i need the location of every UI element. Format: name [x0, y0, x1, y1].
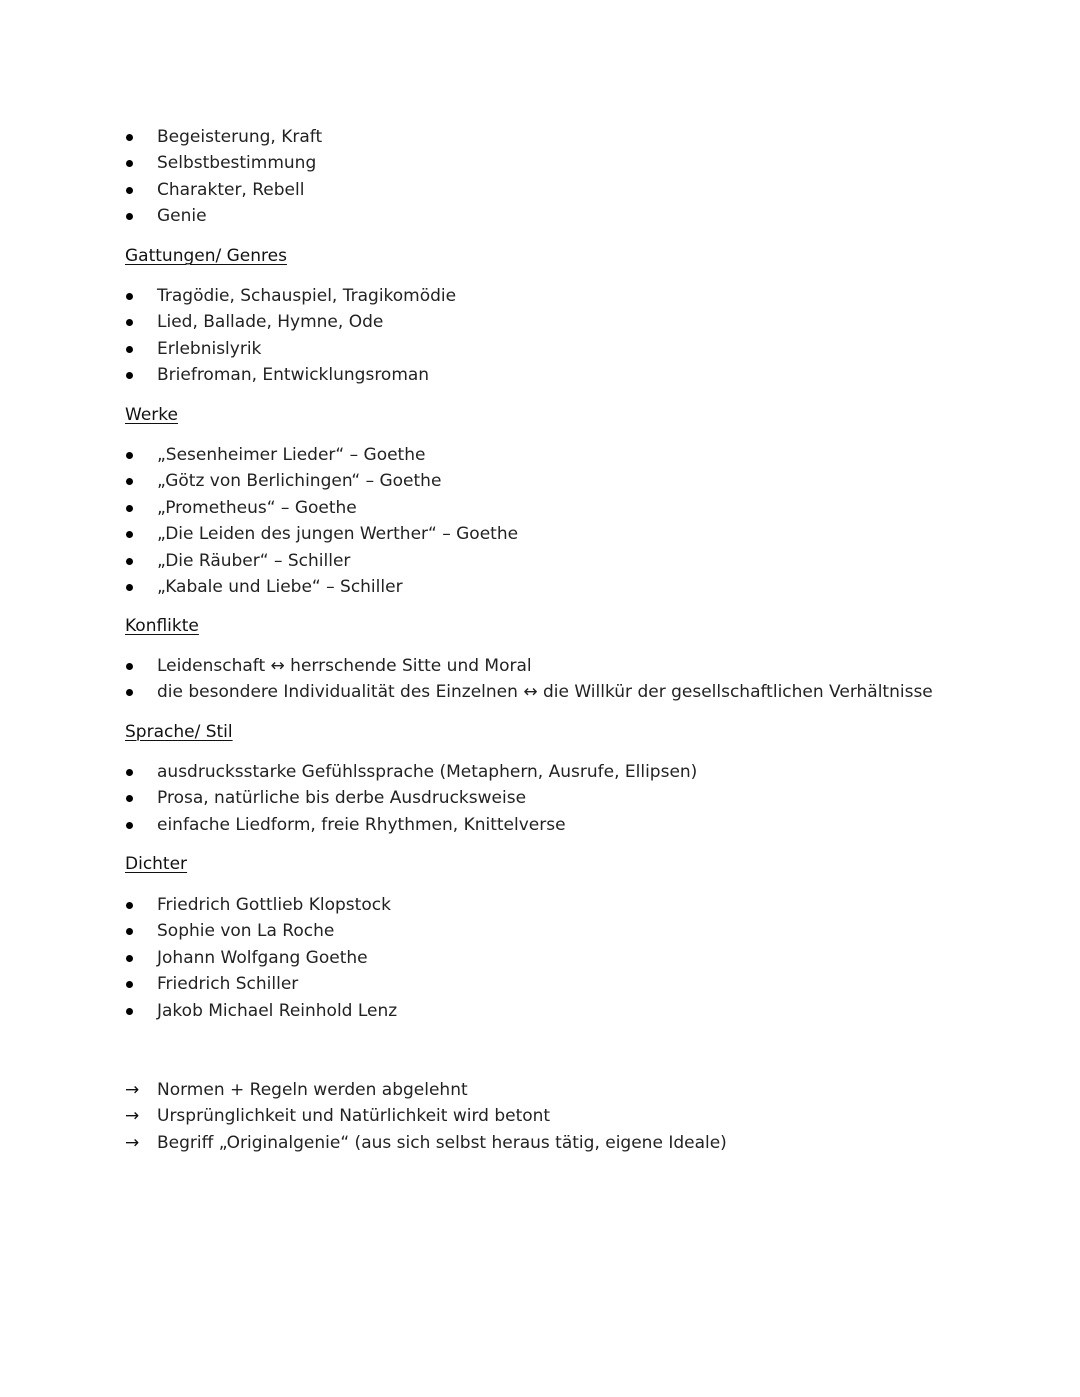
intro-section: [125, 124, 1025, 230]
list-item: Johann Wolfgang Goethe: [125, 945, 1025, 971]
bullet-icon: [126, 187, 133, 194]
konflikte-list-wrap: [125, 653, 1025, 706]
list-item: → Begriff „Originalgenie“ (aus sich selbst heraus tätig, eigene Ideale): [125, 1130, 1025, 1156]
bullet-icon: [126, 822, 133, 829]
list-item: Begeisterung, Kraft: [125, 124, 1025, 150]
list-item: ausdrucksstarke Gefühlssprache (Metaphern, Ausrufe, Ellipsen): [125, 759, 1025, 785]
list-item: Erlebnislyrik: [125, 336, 1025, 362]
bullet-icon: [126, 134, 133, 141]
bullet-icon: [126, 1008, 133, 1015]
list-item: „Prometheus“ – Goethe: [125, 495, 1025, 521]
section-heading-sprache: Sprache/ Stil: [125, 722, 233, 742]
konflikte-list: [125, 653, 1025, 706]
bullet-icon: [126, 584, 133, 591]
list-item: Friedrich Schiller: [125, 971, 1025, 997]
list-item: Lied, Ballade, Hymne, Ode: [125, 309, 1025, 335]
list-item: Selbstbestimmung: [125, 150, 1025, 176]
bullet-icon: [126, 795, 133, 802]
arrow-right-icon: →: [125, 1106, 140, 1127]
section-heading-konflikte: Konflikte: [125, 616, 199, 636]
list-item: „Sesenheimer Lieder“ – Goethe: [125, 442, 1025, 468]
list-item: Prosa, natürliche bis derbe Ausdrucksweise: [125, 785, 1025, 811]
bullet-icon: [126, 346, 133, 353]
list-item: Jakob Michael Reinhold Lenz: [125, 998, 1025, 1024]
bullet-icon: [126, 213, 133, 220]
list-item: Briefroman, Entwicklungsroman: [125, 362, 1025, 388]
bullet-icon: [126, 293, 133, 300]
bullet-icon: [126, 928, 133, 935]
konflikte-section: [125, 615, 1025, 637]
bullet-icon: [126, 531, 133, 538]
gattungen-section: [125, 245, 1025, 267]
list-item: → Normen + Regeln werden abgelehnt: [125, 1077, 1025, 1103]
gattungen-list: [125, 283, 1025, 389]
sprache-section: [125, 721, 1025, 743]
werke-list-wrap: [125, 442, 1025, 600]
bullet-icon: [126, 769, 133, 776]
bullet-icon: [126, 902, 133, 909]
list-item: „Kabale und Liebe“ – Schiller: [125, 574, 1025, 600]
bullet-icon: [126, 372, 133, 379]
werke-list: [125, 442, 1025, 600]
list-item: Charakter, Rebell: [125, 177, 1025, 203]
list-item: Tragödie, Schauspiel, Tragikomödie: [125, 283, 1025, 309]
arrow-right-icon: →: [125, 1132, 140, 1153]
section-heading-gattungen: Gattungen/ Genres: [125, 246, 287, 266]
dichter-list-wrap: [125, 892, 1025, 1024]
bullet-icon: [126, 955, 133, 962]
list-item: Genie: [125, 203, 1025, 229]
sprache-list: [125, 759, 1025, 838]
dichter-list: [125, 892, 1025, 1024]
list-item: „Die Räuber“ – Schiller: [125, 548, 1025, 574]
bullet-icon: [126, 452, 133, 459]
bullet-icon: [126, 558, 133, 565]
bullet-icon: [126, 478, 133, 485]
list-item: Leidenschaft ↔ herrschende Sitte und Moral: [125, 653, 1025, 679]
list-item: „Die Leiden des jungen Werther“ – Goethe: [125, 521, 1025, 547]
section-heading-dichter: Dichter: [125, 854, 188, 874]
list-item: Friedrich Gottlieb Klopstock: [125, 892, 1025, 918]
list-item: „Götz von Berlichingen“ – Goethe: [125, 468, 1025, 494]
bullet-icon: [126, 160, 133, 167]
arrow-right-icon: →: [125, 1080, 140, 1100]
section-heading-werke: Werke: [125, 405, 178, 425]
schluss-section: [125, 1077, 1025, 1156]
list-item: einfache Liedform, freie Rhythmen, Knittelverse: [125, 812, 1025, 838]
list-item: Sophie von La Roche: [125, 918, 1025, 944]
list-item: die besondere Individualität des Einzelnen ↔ die Willkür der gesellschaftlichen Verhältnisse: [125, 679, 1025, 705]
list-item: → Ursprünglichkeit und Natürlichkeit wird betont: [125, 1103, 1025, 1129]
werke-section: [125, 404, 1025, 426]
bullet-icon: [126, 981, 133, 988]
sprache-list-wrap: [125, 759, 1025, 838]
schluss-list: [125, 1077, 1025, 1156]
bullet-icon: [126, 505, 133, 512]
gattungen-list-wrap: [125, 283, 1025, 389]
bullet-icon: [126, 319, 133, 326]
bullet-icon: [126, 663, 133, 670]
dichter-section: [125, 853, 1025, 875]
bullet-icon: [126, 689, 133, 696]
intro-list: [125, 124, 1025, 230]
